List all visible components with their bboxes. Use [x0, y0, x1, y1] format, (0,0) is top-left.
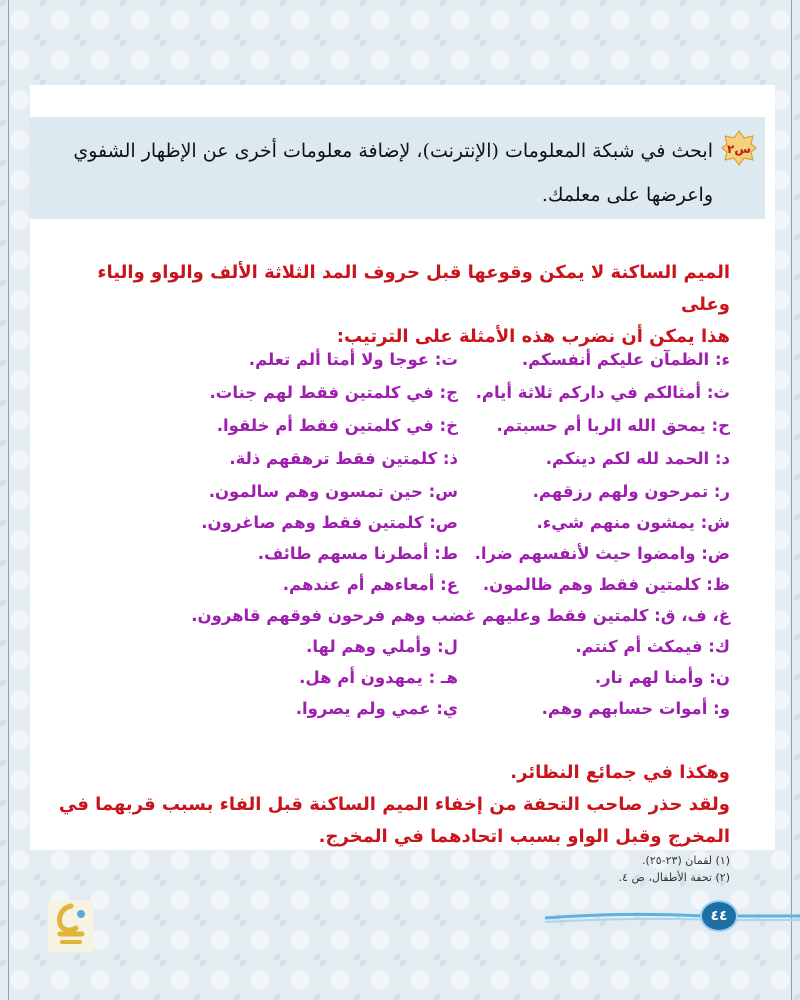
closing-paragraph: [50, 757, 730, 853]
page-number: ٤٤: [700, 900, 738, 932]
rule-row: [0, 416, 800, 446]
rule-row: [0, 383, 800, 413]
badge-label: س٢: [727, 142, 751, 156]
rule-item: ذ: كلمتين فقط ترهقهم ذلة.: [229, 449, 458, 468]
rule-item: د: الحمد لله لكم دينكم.: [545, 449, 730, 468]
rule-row: [0, 699, 800, 729]
rule-item: ش: يمشون منهم شيء.: [536, 513, 730, 532]
rule-item: ث: أمثالكم في داركم ثلاثة أيام.: [475, 383, 730, 402]
rule-row: [0, 575, 800, 605]
closing-line-2: ولقد حذر صاحب التحفة من إخفاء الميم الساكنة قبل الفاء بسبب قربهما في: [58, 794, 730, 815]
rule-item: ن: وأمنا لهم نار.: [594, 668, 730, 687]
footnotes: [619, 852, 730, 886]
rule-item: و: أموات حسابهم وهم.: [541, 699, 730, 718]
rule-item: هـ : يمهدون أم هل.: [299, 668, 458, 687]
rule-item: ر: تمرحون ولهم رزقهم.: [532, 482, 730, 501]
question-text: [33, 129, 713, 217]
rule-row: [0, 449, 800, 479]
rule-item: غ، ف، ق: كلمتين فقط وعليهم غضب وهم فرحون فوقهم قاهرون.: [191, 606, 730, 625]
rule-item: ي: عمي ولم يصروا.: [295, 699, 458, 718]
question-box: [30, 117, 765, 219]
question-line-2: واعرضها على معلمك.: [541, 184, 713, 206]
rule-item: ض: وامضوا حيث لأنفسهم ضرا.: [474, 544, 730, 563]
rule-item: ظ: كلمتين فقط وهم ظالمون.: [482, 575, 730, 594]
octagram-badge-icon: [721, 130, 757, 166]
rule-item: ت: عوجا ولا أمتا ألم تعلم.: [248, 350, 458, 369]
rule-row: [0, 350, 800, 380]
intro-paragraph: [50, 257, 730, 353]
rule-item: ل: وأملي وهم لها.: [306, 637, 458, 656]
question-line-1: ابحث في شبكة المعلومات (الإنترنت)، لإضافة معلومات أخرى عن الإظهار الشفوي: [73, 140, 713, 162]
page-band-decoration: [545, 902, 800, 930]
closing-line-3: المخرج وقبل الواو بسبب اتحادهما في المخرج.: [318, 826, 730, 847]
rule-item: ج: في كلمتين فقط لهم جنات.: [209, 383, 458, 402]
rule-item: ح: يمحق الله الربا أم حسبتم.: [496, 416, 730, 435]
footnote: (١) لقمان (٢٣-٢٥).: [642, 854, 730, 867]
rule-row: [0, 513, 800, 543]
rule-item: ط: أمطرنا مسهم طائف.: [257, 544, 458, 563]
intro-line-1: الميم الساكنة لا يمكن وقوعها قبل حروف المد الثلاثة الألف والواو والياء وعلى: [97, 262, 730, 315]
publisher-logo-icon: [48, 900, 94, 952]
closing-line-1: وهكذا في جمائع النظائر.: [510, 762, 730, 783]
rule-row: [0, 637, 800, 667]
rule-row: [0, 668, 800, 698]
rule-row: [0, 606, 800, 636]
rule-item: ء: الظمآن عليكم أنفسكم.: [521, 350, 730, 369]
rule-row: [0, 544, 800, 574]
rule-item: ع: أمعاءهم أم عندهم.: [282, 575, 458, 594]
rule-item: ص: كلمتين فقط وهم صاغرون.: [201, 513, 458, 532]
footnote: (٢) تحفة الأطفال، ص ٤.: [618, 871, 730, 884]
intro-line-2: هذا يمكن أن نضرب هذه الأمثلة على الترتيب:: [336, 326, 730, 347]
rule-row: [0, 482, 800, 512]
rule-item: ك: فيمكث أم كنتم.: [575, 637, 730, 656]
rule-item: س: حين تمسون وهم سالمون.: [208, 482, 458, 501]
rule-item: خ: في كلمتين فقط أم خلقوا.: [216, 416, 458, 435]
